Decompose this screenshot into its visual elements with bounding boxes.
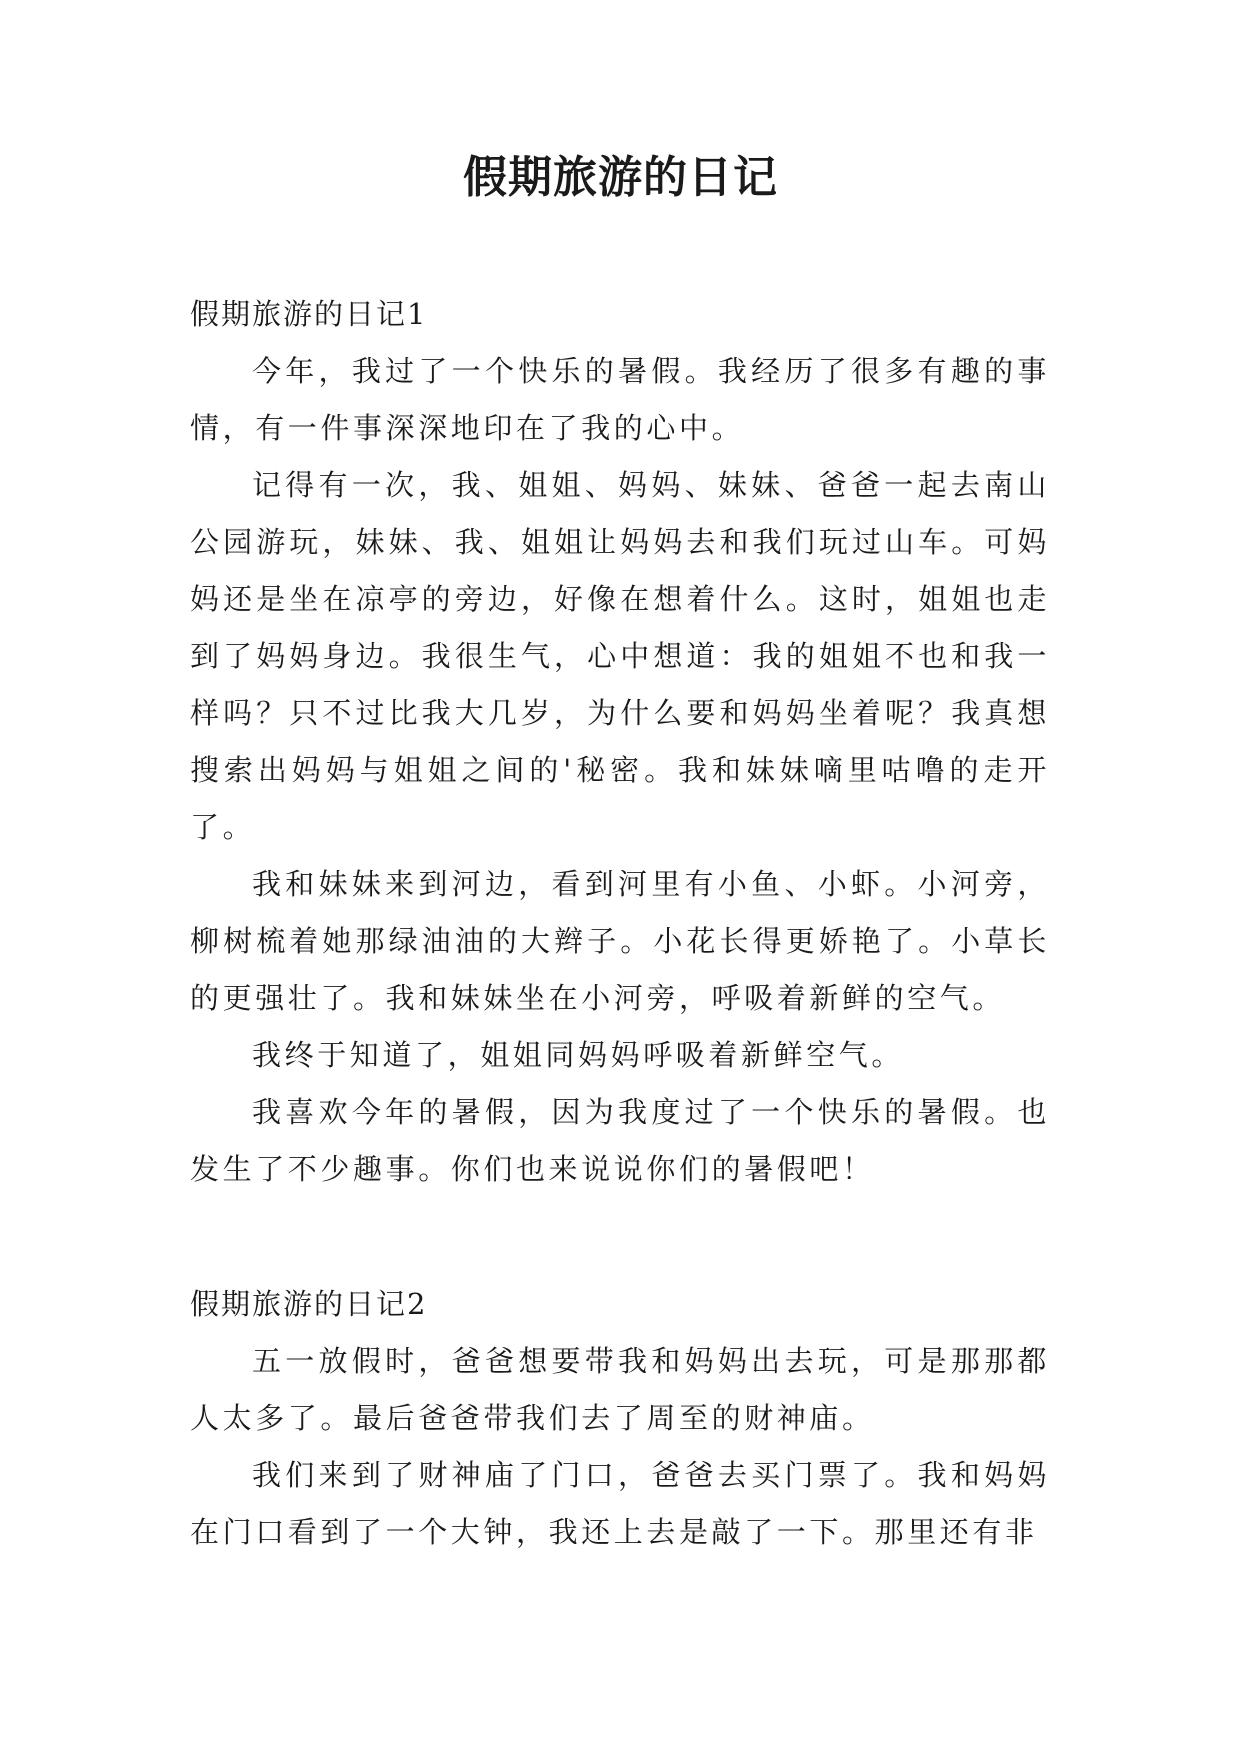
page-title: 假期旅游的日记 xyxy=(463,152,778,203)
paragraph: 记得有一次，我、姐姐、妈妈、妹妹、爸爸一起去南山公园游玩，妹妹、我、姐姐让妈妈去和我们玩过山车。可妈妈还是坐在凉亭的旁边，好像在想着什么。这时，姐姐也走到了妈妈身边。我很生气，心中想道：我的姐姐不也和我一样吗？只不过比我大几岁，为什么要和妈妈坐着呢？我真想搜索出妈妈与姐姐之间的'秘密。我和妹妹嘀里咕噜的走开了。 xyxy=(190,468,1050,844)
paragraph: 我们来到了财神庙了门口，爸爸去买门票了。我和妈妈在门口看到了一个大钟，我还上去是敲了一下。那里还有非 xyxy=(190,1458,1050,1549)
paragraph: 五一放假时，爸爸想要带我和妈妈出去玩，可是那那都人太多了。最后爸爸带我们去了周至的财神庙。 xyxy=(190,1344,1050,1435)
entry-heading: 假期旅游的日记1 xyxy=(190,297,428,331)
diary-entry-1 xyxy=(190,286,1050,1198)
entry-heading: 假期旅游的日记2 xyxy=(190,1287,428,1321)
paragraph: 我喜欢今年的暑假，因为我度过了一个快乐的暑假。也发生了不少趣事。你们也来说说你们的暑假吧！ xyxy=(190,1095,1050,1186)
paragraph: 我和妹妹来到河边，看到河里有小鱼、小虾。小河旁，柳树梳着她那绿油油的大辫子。小花长得更娇艳了。小草长的更强壮了。我和妹妹坐在小河旁，呼吸着新鲜的空气。 xyxy=(190,867,1050,1015)
paragraph: 我终于知道了，姐姐同妈妈呼吸着新鲜空气。 xyxy=(252,1038,905,1072)
diary-entry-2 xyxy=(190,1276,1050,1561)
paragraph: 今年，我过了一个快乐的暑假。我经历了很多有趣的事情，有一件事深深地印在了我的心中。 xyxy=(190,354,1050,445)
